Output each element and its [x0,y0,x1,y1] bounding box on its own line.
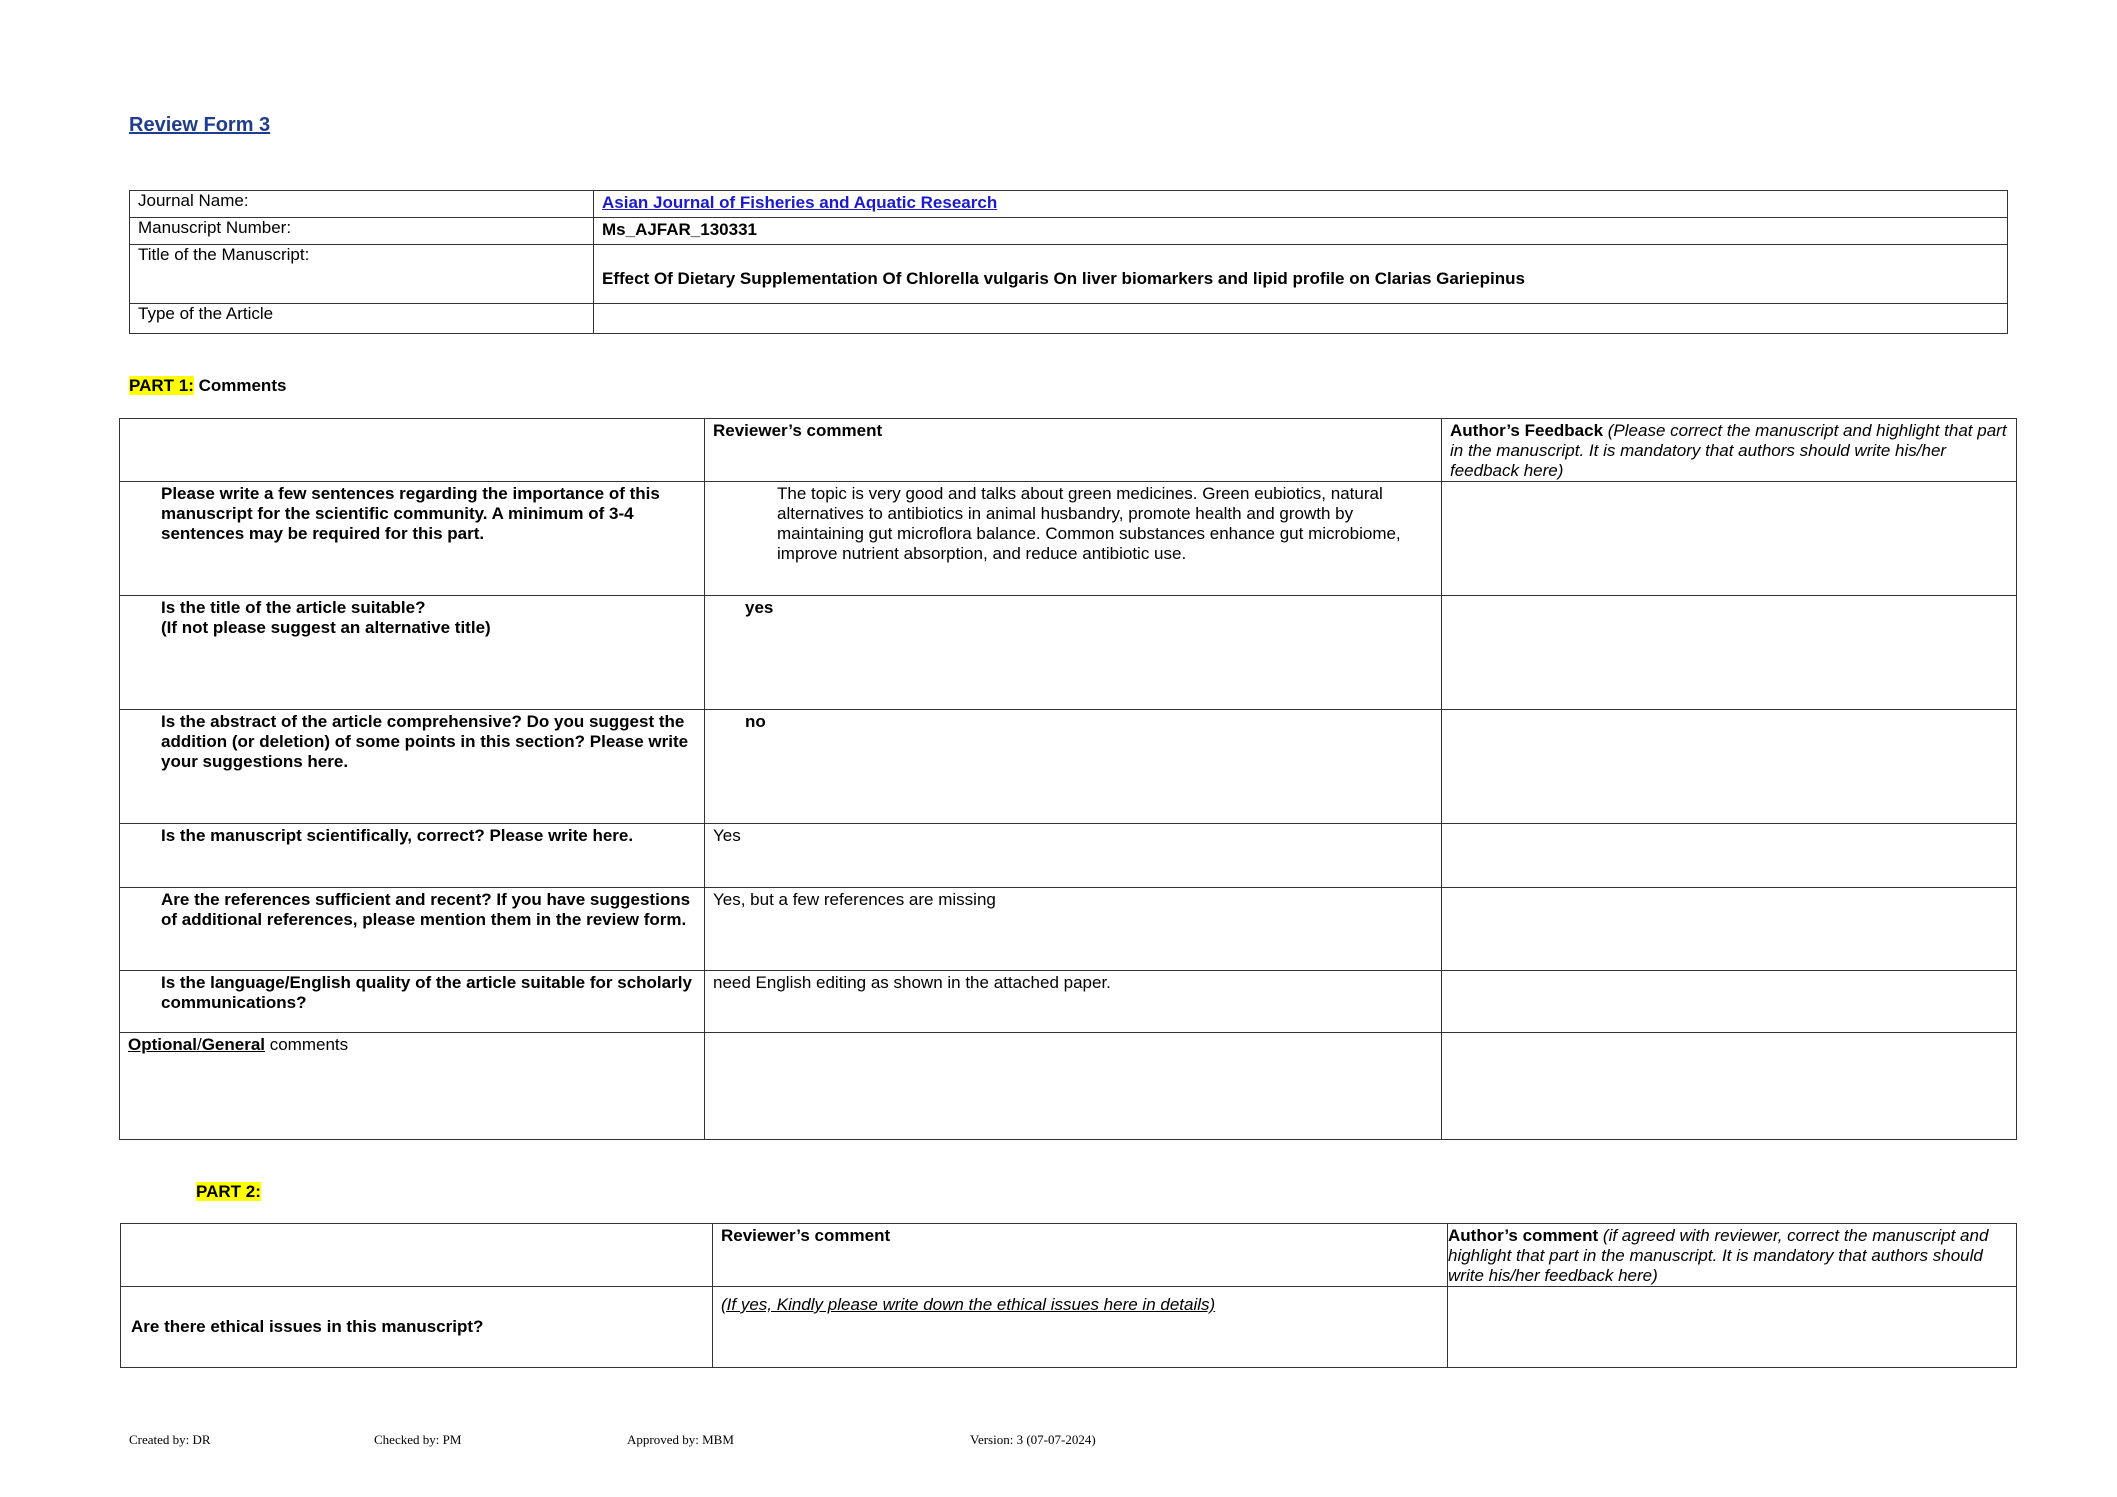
part1-header-reviewer: Reviewer’s comment [705,419,1442,482]
author-feedback-importance[interactable] [1442,482,2017,596]
optional-author-feedback[interactable] [1442,1033,2017,1140]
part2-ethics-table [120,1223,2017,1368]
part1-comments-table [119,418,2017,1140]
answer-references: Yes, but a few references are missing [705,888,1442,971]
author-feedback-references[interactable] [1442,888,2017,971]
question-importance: Please write a few sentences regarding the importance of this manuscript for the scientific community. A minimum of 3-4 sentences may be required for this part. [120,482,705,596]
journal-name-link[interactable]: Asian Journal of Fisheries and Aquatic Research [602,193,998,212]
question-title-suitable: Is the title of the article suitable? (If not please suggest an alternative title) [120,596,705,710]
form-title: Review Form 3 [129,114,271,136]
manuscript-title-value: Effect Of Dietary Supplementation Of Chlorella vulgaris On liver biomarkers and lipid profile on Clarias Gariepinus [594,245,2008,304]
answer-importance: The topic is very good and talks about green medicines. Green eubiotics, natural alternatives to antibiotics in animal husbandry, promote health and growth by maintaining gut microflora balance. Common substances enhance gut microbiome, improve nutrient absorption, and reduce antibiotic use. [705,482,1442,596]
article-type-value[interactable] [594,304,2008,334]
author-feedback-language[interactable] [1442,971,2017,1033]
footer-created-by: Created by: DR [129,1432,211,1447]
optional-general-comments-label: Optional/General comments [120,1033,705,1140]
answer-title-suitable: yes [705,596,1442,710]
ethical-issues-hint: (If yes, Kindly please write down the ethical issues here in details) [721,1295,1216,1314]
part1-heading: PART 1: Comments [129,376,287,395]
question-references: Are the references sufficient and recent? If you have suggestions of additional references, please mention them in the review form. [120,888,705,971]
footer-version: Version: 3 (07-07-2024) [970,1432,1096,1447]
part2-header-author: Author’s comment (if agreed with reviewer, correct the manuscript and highlight that part in the manuscript. It is mandatory that authors should write his/her feedback here) [1448,1224,2017,1287]
answer-ethical-issues[interactable] [713,1287,1448,1368]
manuscript-number-value: Ms_AJFAR_130331 [594,218,2008,245]
article-type-label: Type of the Article [130,304,594,334]
manuscript-info-table [129,190,2008,334]
part1-header-blank [120,419,705,482]
part2-header-blank [121,1224,713,1287]
author-feedback-abstract[interactable] [1442,710,2017,824]
part2-header-reviewer: Reviewer’s comment [713,1224,1448,1287]
footer-approved-by: Approved by: MBM [627,1432,734,1447]
author-feedback-title[interactable] [1442,596,2017,710]
author-comment-ethical[interactable] [1448,1287,2017,1368]
part2-heading: PART 2: [196,1182,261,1201]
question-ethical-issues: Are there ethical issues in this manuscript? [121,1287,713,1368]
author-feedback-scientific[interactable] [1442,824,2017,888]
part1-highlight: PART 1: [129,376,194,395]
part1-header-author: Author’s Feedback (Please correct the manuscript and highlight that part in the manuscript. It is mandatory that authors should write his/her feedback here) [1442,419,2017,482]
manuscript-number-label: Manuscript Number: [130,218,594,245]
answer-abstract: no [705,710,1442,824]
footer-checked-by: Checked by: PM [374,1432,462,1447]
answer-scientific: Yes [705,824,1442,888]
question-language: Is the language/English quality of the article suitable for scholarly communications? [120,971,705,1033]
journal-name-label: Journal Name: [130,191,594,218]
answer-language: need English editing as shown in the attached paper. [705,971,1442,1033]
manuscript-title-label: Title of the Manuscript: [130,245,594,304]
question-abstract: Is the abstract of the article comprehensive? Do you suggest the addition (or deletion) of some points in this section? Please write your suggestions here. [120,710,705,824]
optional-reviewer-comment[interactable] [705,1033,1442,1140]
question-scientific: Is the manuscript scientifically, correct? Please write here. [120,824,705,888]
